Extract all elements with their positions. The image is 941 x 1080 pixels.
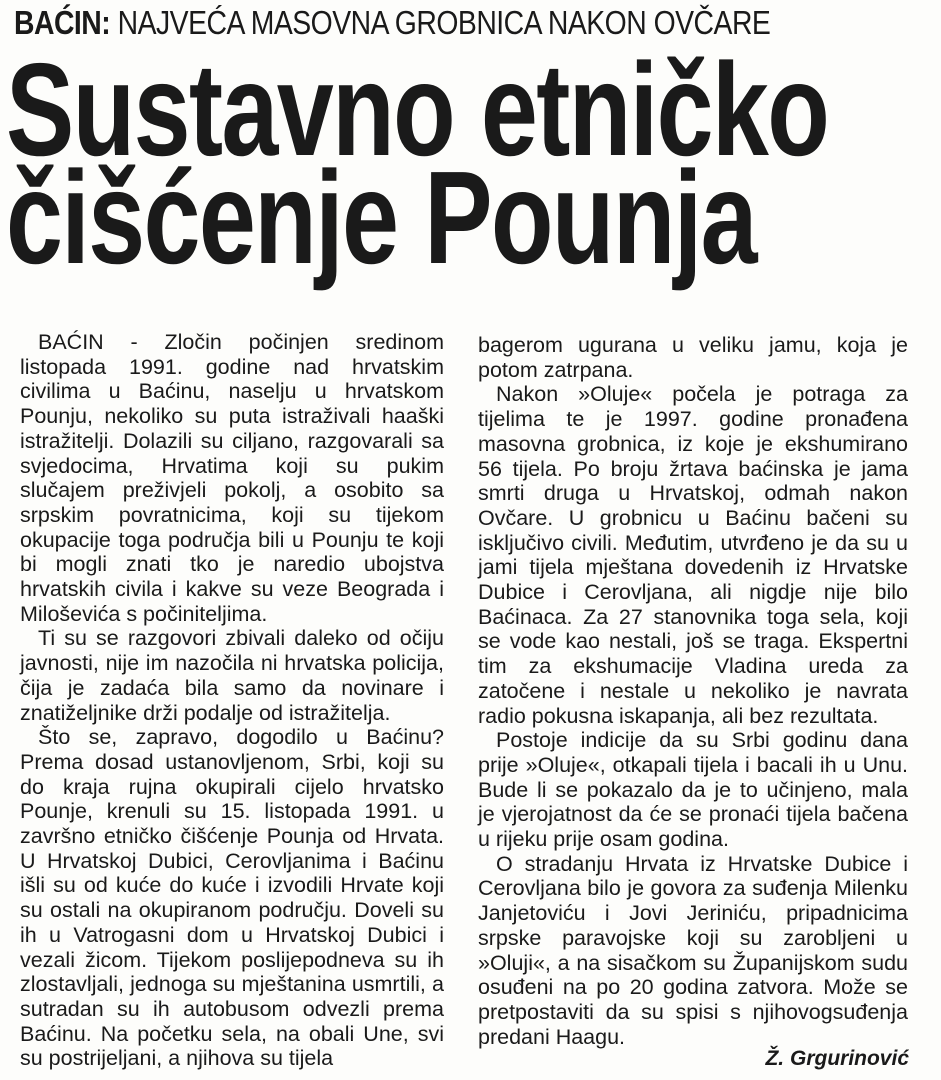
headline	[6, 36, 843, 291]
article-paragraph: bagerom ugurana u veliku jamu, koja je potom zatrpana.	[478, 333, 908, 382]
headline-line-2: čišćenje Pounja	[6, 144, 756, 291]
article-paragraph: Nakon »Oluje« počela je potraga za tijelima te je 1997. godine pronađena masovna grobnica, iz koje je ekshumirano 56 tijela. Po broju žrtava baćinska je jama smrti druga u Hrvatskoj, odmah nakon Ovčare. U grobnicu u Baćinu bačeni su isključivo civili. Međutim, utvrđeno je da su u jami tijela mještana dovedenih iz Hrvatske Dubice i Cerovljana, ali nigdje nije bilo Baćinaca. Za 27 stanovnika toga sela, koji se vode kao nestali, još se traga. Ekspertni tim za ekshumacije Vladina ureda za zatočene i nestale u nekoliko je navrata radio pokusna iskapanja, ali bez rezultata.	[478, 382, 908, 728]
article-paragraph: Ti su se razgovori zbivali daleko od očiju javnosti, nije im nazočila ni hrvatska policija, čija je zadaća bila samo da novinare i znatiželjnike drži podalje od istražitelja.	[20, 626, 444, 725]
article-column-left	[20, 330, 444, 1071]
article-paragraph: BAĆIN - Zločin počinjen sredinom listopada 1991. godine nad hrvatskim civilima u Baćinu, naselju u hrvatskom Pounju, nekoliko su puta istraživali haaški istražitelji. Dolazili su ciljano, razgovarali sa svjedocima, Hrvatima koji su pukim slučajem preživjeli pokolj, a osobito sa srpskim povratnicima, koji su tijekom okupacije toga područja bili u Pounju te koji bi mogli znati tko je naredio ubojstva hrvatskih civila i kakve su veze Beograda i Miloševića s počiniteljima.	[20, 330, 444, 626]
article-paragraph: Postoje indicije da su Srbi godinu dana prije »Oluje«, otkapali tijela i bacali ih u Unu. Bude li se pokazalo da je to učinjeno, mala je vjerojatnost da će se pronaći tijela bačena u rijeku prije osam godina.	[478, 728, 908, 852]
kicker-text: NAJVEĆA MASOVNA GROBNICA NAKON OVČARE	[117, 4, 771, 41]
headline-line-1: Sustavno etničko	[6, 36, 829, 183]
article-paragraph: Što se, zapravo, dogodilo u Baćinu? Prema dosad ustanovljenom, Srbi, koji su do kraja rujna okupirali cijelo hrvatsko Pounje, krenuli su 15. listopada 1991. u završno etničko čišćenje Pounja od Hrvata. U Hrvatskoj Dubici, Cerovljanima i Baćinu išli su od kuće do kuće i izvodili Hrvate koji su ostali na okupiranom području. Doveli su ih u Vatrogasni dom u Hrvatskoj Dubici i vezali žicom. Tijekom poslijepodneva su ih zlostavljali, jednoga su mještanina usmrtili, a sutradan su ih autobusom odvezli prema Baćinu. Na početku sela, na obali Une, svi su postrijeljani, a njihova su tijela	[20, 725, 444, 1071]
byline: Ž. Grgurinović	[765, 1047, 909, 1070]
kicker-location: BAĆIN:	[14, 4, 111, 41]
article-paragraph: O stradanju Hrvata iz Hrvatske Dubice i Cerovljana bilo je govora za suđenja Milenku Janjetoviću i Jovi Jeriniću, pripadnicima srpske paravojske koji su zarobljeni u »Oluji«, a na sisačkom su Županijskom sudu osuđeni na po 20 godina zatvora. Može se pretpostaviti da su spisi s njihovogsuđenja predani Haagu.	[478, 851, 908, 1049]
article-column-right	[478, 333, 908, 1049]
